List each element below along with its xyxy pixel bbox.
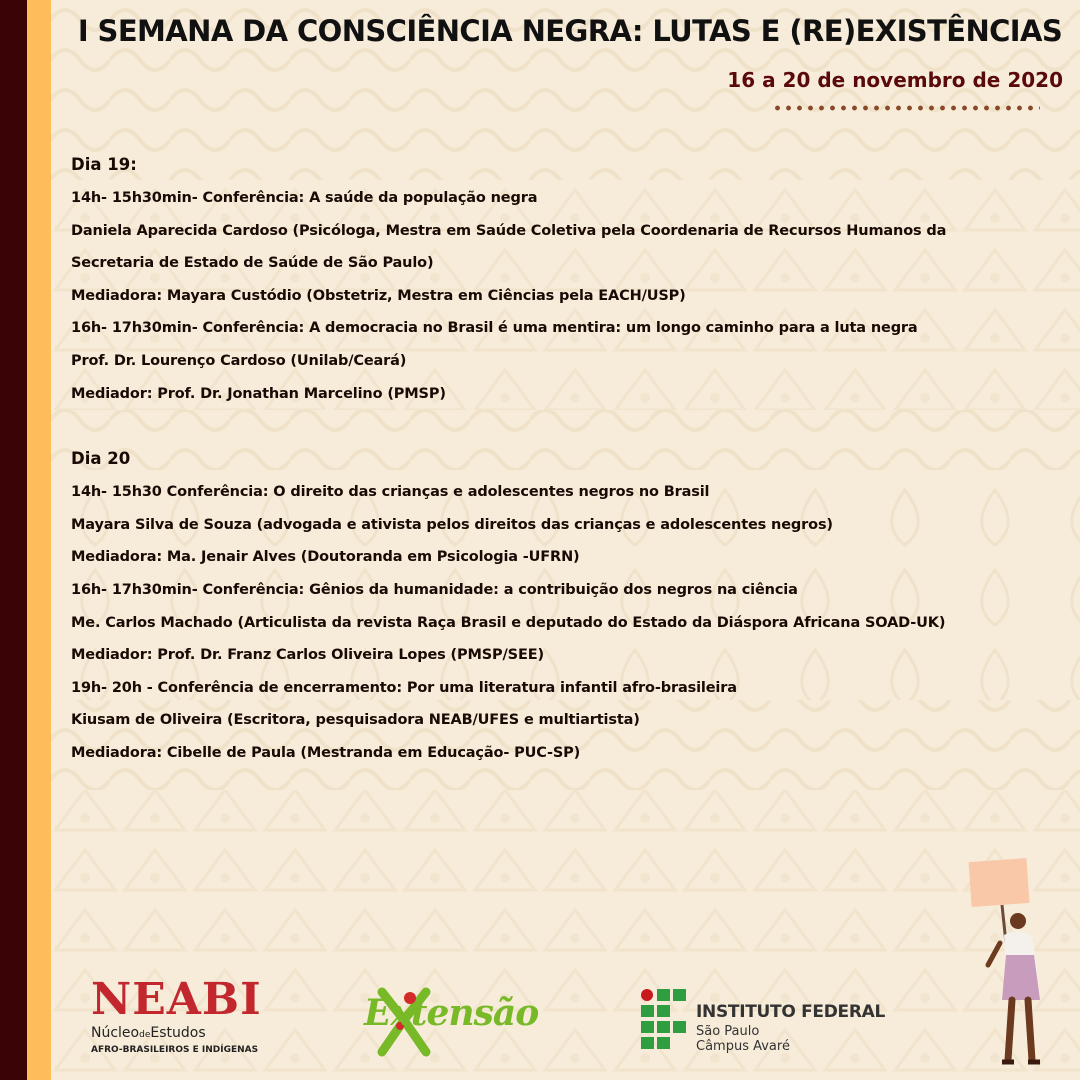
schedule-line: Mediador: Prof. Dr. Jonathan Marcelino (PMSP) xyxy=(71,385,446,402)
page-title: I SEMANA DA CONSCIÊNCIA NEGRA: LUTAS E (RE)EXISTÊNCIAS xyxy=(77,14,1063,48)
extensao-logo-text: Extensão xyxy=(364,992,539,1034)
schedule-line: 16h- 17h30min- Conferência: Gênios da humanidade: a contribuição dos negros na ciência xyxy=(71,581,798,598)
instituto-federal-logo xyxy=(640,988,900,1058)
event-date: 16 a 20 de novembro de 2020 xyxy=(727,68,1063,92)
extensao-logo xyxy=(364,982,539,1057)
instituto-federal-title: INSTITUTO FEDERAL xyxy=(696,1002,886,1022)
schedule-line: Secretaria de Estado de Saúde de São Paulo) xyxy=(71,255,434,272)
schedule-line: 19h- 20h - Conferência de encerramento: Por uma literatura infantil afro-brasileira xyxy=(71,679,737,696)
left-bar-dark xyxy=(0,0,27,1080)
schedule-line: Mediador: Prof. Dr. Franz Carlos Oliveira Lopes (PMSP/SEE) xyxy=(71,647,544,664)
schedule-line: 16h- 17h30min- Conferência: A democracia no Brasil é uma mentira: um longo caminho para a luta negra xyxy=(71,320,918,337)
dotted-divider xyxy=(772,104,1040,112)
schedule-line: 14h- 15h30 Conferência: O direito das crianças e adolescentes negros no Brasil xyxy=(71,484,710,501)
instituto-federal-campus: São Paulo Câmpus Avaré xyxy=(696,1024,790,1054)
schedule xyxy=(71,150,1061,770)
schedule-line: Me. Carlos Machado (Articulista da revista Raça Brasil e deputado do Estado da Diáspora Africana SOAD-UK) xyxy=(71,614,946,631)
schedule-line: Prof. Dr. Lourenço Cardoso (Unilab/Ceará) xyxy=(71,352,407,369)
schedule-line: Mediadora: Mayara Custódio (Obstetriz, Mestra em Ciências pela EACH/USP) xyxy=(71,287,686,304)
instituto-federal-grid-icon xyxy=(640,988,688,1052)
protester-illustration xyxy=(960,855,1060,1070)
schedule-line: Mayara Silva de Souza (advogada e ativista pelos direitos das crianças e adolescentes negros) xyxy=(71,516,833,533)
neabi-logo-line1: NúcleodeEstudos xyxy=(91,1025,206,1041)
left-bar-gold xyxy=(27,0,51,1080)
schedule-line: Kiusam de Oliveira (Escritora, pesquisadora NEAB/UFES e multiartista) xyxy=(71,712,640,729)
neabi-logo-line2: AFRO-BRASILEIROS E INDÍGENAS xyxy=(91,1045,259,1055)
schedule-line: Mediadora: Ma. Jenair Alves (Doutoranda em Psicologia -UFRN) xyxy=(71,549,580,566)
neabi-logo-name: NEABI xyxy=(91,974,262,1025)
day-19-title: Dia 19: xyxy=(71,155,137,174)
schedule-line: 14h- 15h30min- Conferência: A saúde da população negra xyxy=(71,190,538,206)
schedule-line: Mediadora: Cibelle de Paula (Mestranda em Educação- PUC-SP) xyxy=(71,744,581,761)
neabi-logo xyxy=(91,974,262,1058)
day-20-title: Dia 20 xyxy=(71,449,131,469)
schedule-line: Daniela Aparecida Cardoso (Psicóloga, Mestra em Saúde Coletiva pela Coordenaria de Recursos Humanos da xyxy=(71,222,947,239)
